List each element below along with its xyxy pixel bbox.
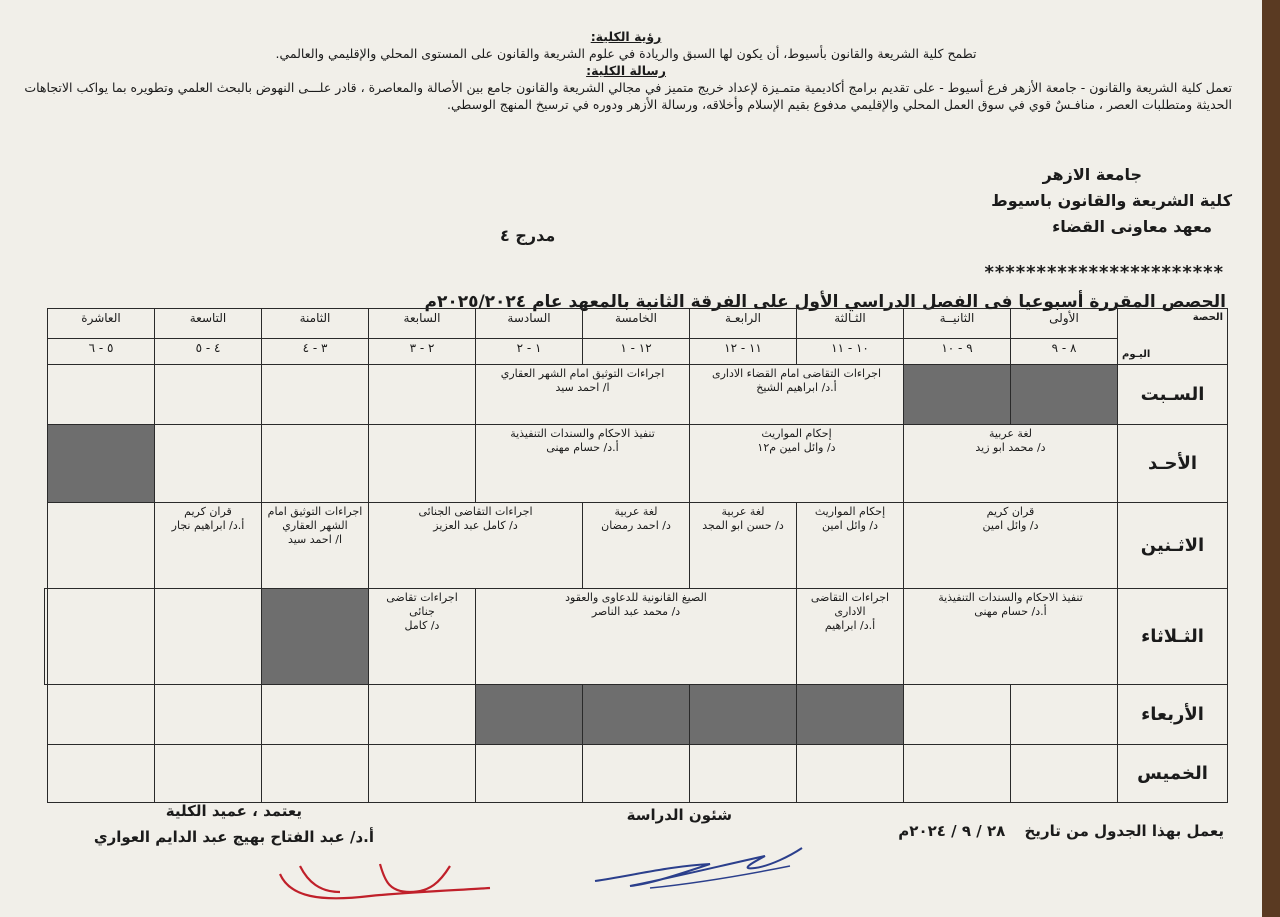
empty-slot xyxy=(262,685,369,745)
empty-slot xyxy=(369,365,476,425)
faculty-name: كلية الشريعة والقانون باسيوط xyxy=(991,191,1232,210)
university-name: جامعة الازهر xyxy=(1042,165,1142,184)
effective-label: يعمل بهذا الجدول من تاريخ xyxy=(1024,822,1224,840)
course-slot xyxy=(262,503,369,589)
course-slot xyxy=(797,503,904,589)
period-name: السادسة xyxy=(476,309,583,339)
course-slot xyxy=(476,589,797,685)
teacher-name: د/ وائل امين xyxy=(982,519,1039,532)
period-time: ٢ - ٣ xyxy=(369,339,476,365)
empty-slot xyxy=(48,745,155,803)
mission-text: تعمل كلية الشريعة والقانون - جامعة الأزهر فرع أسيوط - على تقديم برامج أكاديمية متمـيزة لإعداد خريج متميز في مجالي الشريعة والقانون جامع بين الأصالة والمعاصرة ، قادر علـــى النهوض بالبحث العلمي وتطويره بما يواكب الاتجاهات الحديثة ومتطلبات العصر ، منافـسٌ قوي في سوق العمل المحلي والإقليمي مدفوع بقيم الإسلام وأخلاقه، ورسالة الأزهر ودوره في ترسيخ المنهج الوسطي. xyxy=(24,80,1232,112)
course-name: تنفيذ الاحكام والسندات التنفيذية xyxy=(510,427,655,440)
vision-title: رؤية الكلية: xyxy=(590,29,662,44)
day-label: الخميس xyxy=(1118,745,1228,803)
course-slot xyxy=(690,365,904,425)
course-name: اجراءات التوثيق امام الشهر العقاري xyxy=(500,367,665,380)
course-slot xyxy=(797,589,904,685)
teacher-name: أ.د/ حسام مهنى xyxy=(974,605,1047,618)
course-slot xyxy=(690,425,904,503)
teacher-name: أ.د/ ابراهيم الشيخ xyxy=(756,381,837,394)
empty-slot xyxy=(48,365,155,425)
day-label: الأربعاء xyxy=(1118,685,1228,745)
day-row-monday xyxy=(45,503,1228,589)
empty-slot xyxy=(262,365,369,425)
course-slot xyxy=(904,425,1118,503)
course-slot xyxy=(904,503,1118,589)
course-name: لغة عربية xyxy=(721,505,765,518)
empty-slot xyxy=(262,425,369,503)
schedule-title: الحصص المقررة أسبوعيا فى الفصل الدراسي الأول على الفرقة الثانية بالمعهد عام ٢٠٢٥/٢٠٢٤م xyxy=(424,292,1226,312)
teacher-name: أ.د/ ابراهيم نجار xyxy=(171,519,245,532)
empty-slot xyxy=(1011,685,1118,745)
empty-slot xyxy=(369,425,476,503)
empty-slot xyxy=(904,685,1011,745)
day-row-sunday xyxy=(45,425,1228,503)
empty-slot-shaded xyxy=(583,685,690,745)
empty-slot-shaded xyxy=(690,685,797,745)
course-slot xyxy=(476,365,690,425)
teacher-name: د/ محمد ابو زيد xyxy=(975,441,1046,454)
corner-cell xyxy=(1118,309,1228,365)
period-header-row xyxy=(45,309,1228,339)
empty-slot xyxy=(155,365,262,425)
teacher-name: أ.د/ ابراهيم xyxy=(824,619,876,632)
teacher-name: د/ كامل عبد العزيز xyxy=(433,519,518,532)
course-slot xyxy=(583,503,690,589)
course-name: قران كريم xyxy=(184,505,232,518)
dean-signature-icon xyxy=(260,852,500,912)
period-name: الخامسة xyxy=(583,309,690,339)
teacher-name: د/ احمد رمضان xyxy=(601,519,671,532)
empty-slot-shaded xyxy=(476,685,583,745)
course-name: لغة عربية xyxy=(989,427,1032,440)
course-name: تنفيذ الاحكام والسندات التنفيذية xyxy=(938,591,1083,604)
day-label: السـبت xyxy=(1118,365,1228,425)
period-name: العاشرة xyxy=(48,309,155,339)
affairs-signature-icon xyxy=(590,826,810,896)
empty-slot-shaded xyxy=(797,685,904,745)
teacher-name: ا/ احمد سيد xyxy=(555,381,610,394)
stars-divider: *********************** xyxy=(984,262,1224,283)
empty-slot xyxy=(690,745,797,803)
course-name: اجراءات تقاضى جنائى xyxy=(386,591,458,618)
period-time: ١٢ - ١ xyxy=(583,339,690,365)
day-row-saturday xyxy=(45,365,1228,425)
empty-slot xyxy=(48,685,155,745)
empty-slot xyxy=(583,745,690,803)
day-label: الاثـنين xyxy=(1118,503,1228,589)
timetable xyxy=(44,308,1228,803)
empty-slot-shaded xyxy=(1011,365,1118,425)
course-name: لغة عربية xyxy=(614,505,658,518)
day-row-thursday xyxy=(45,745,1228,803)
course-slot xyxy=(904,589,1118,685)
effective-date-line xyxy=(898,822,1224,840)
effective-date: ٢٨ / ٩ / ٢٠٢٤م xyxy=(898,822,1006,840)
academic-affairs-label: شئون الدراسة xyxy=(626,806,732,824)
empty-slot xyxy=(476,745,583,803)
period-name: الثـالثة xyxy=(797,309,904,339)
teacher-name: أ.د/ حسام مهنى xyxy=(546,441,619,454)
college-vision-mission xyxy=(20,28,1232,113)
corner-period-label: الحصة xyxy=(1192,312,1223,323)
dean-name: أ.د/ عبد الفتاح بهيج عبد الدايم العواري xyxy=(93,828,374,846)
period-time: ٥ - ٦ xyxy=(48,339,155,365)
corner-day-label: اليـوم xyxy=(1122,349,1151,360)
teacher-name: د/ وائل امين م١٢ xyxy=(757,441,836,454)
course-name: اجراءات التقاضى الجنائى xyxy=(418,505,533,518)
empty-slot xyxy=(155,685,262,745)
period-time: ٩ - ١٠ xyxy=(904,339,1011,365)
teacher-name: د/ محمد عبد الناصر xyxy=(591,605,681,618)
course-slot xyxy=(476,425,690,503)
period-name: التاسعة xyxy=(155,309,262,339)
empty-slot xyxy=(48,589,155,685)
period-time: ١١ - ١٢ xyxy=(690,339,797,365)
course-slot xyxy=(369,503,583,589)
course-name: إحكام المواريث xyxy=(814,505,886,518)
period-time: ٨ - ٩ xyxy=(1011,339,1118,365)
day-row-tuesday xyxy=(45,589,1228,685)
period-time-row xyxy=(45,339,1228,365)
empty-slot xyxy=(48,503,155,589)
teacher-name: د/ حسن ابو المجد xyxy=(702,519,784,532)
course-name: اجراءات التقاضى امام القضاء الادارى xyxy=(711,367,882,380)
document-footer xyxy=(20,802,1232,916)
empty-slot xyxy=(155,425,262,503)
period-name: الثامنة xyxy=(262,309,369,339)
empty-slot-shaded xyxy=(48,425,155,503)
empty-slot xyxy=(155,589,262,685)
mission-title: رسالة الكلية: xyxy=(586,63,666,78)
empty-slot-shaded xyxy=(904,365,1011,425)
approve-label: يعتمد ، عميد الكلية xyxy=(165,802,303,820)
empty-slot xyxy=(262,745,369,803)
course-name: اجراءات التوثيق امام الشهر العقاري xyxy=(267,505,363,532)
teacher-name: د/ وائل امين xyxy=(822,519,878,532)
course-slot xyxy=(369,589,476,685)
teacher-name: د/ كامل xyxy=(404,619,440,632)
empty-slot xyxy=(369,685,476,745)
day-row-wednesday xyxy=(45,685,1228,745)
period-name: السابعة xyxy=(369,309,476,339)
course-slot xyxy=(690,503,797,589)
empty-slot xyxy=(369,745,476,803)
period-time: ١ - ٢ xyxy=(476,339,583,365)
course-name: الصيغ القانونية للدعاوى والعقود xyxy=(565,591,707,604)
period-time: ٣ - ٤ xyxy=(262,339,369,365)
hall-label: مدرج ٤ xyxy=(500,226,556,245)
institution-block xyxy=(991,162,1232,240)
day-label: الثـلاثاء xyxy=(1118,589,1228,685)
day-label: الأحـد xyxy=(1118,425,1228,503)
course-name: قران كريم xyxy=(986,505,1035,518)
vision-text: تطمح كلية الشريعة والقانون بأسيوط، أن يكون لها السبق والريادة في علوم الشريعة والقانون على المستوى المحلي والإقليمي والعالمي. xyxy=(275,46,977,61)
teacher-name: ا/ احمد سيد xyxy=(287,533,343,546)
course-name: إحكام المواريث xyxy=(761,427,832,440)
period-name: الرابعـة xyxy=(690,309,797,339)
period-time: ٤ - ٥ xyxy=(155,339,262,365)
course-slot xyxy=(155,503,262,589)
institute-name: معهد معاونى القضاء xyxy=(1052,217,1212,236)
course-name: اجراءات التقاضى الادارى xyxy=(810,591,890,618)
dean-approval xyxy=(94,798,374,850)
empty-slot-shaded xyxy=(262,589,369,685)
empty-slot xyxy=(1011,745,1118,803)
empty-slot xyxy=(155,745,262,803)
empty-slot xyxy=(904,745,1011,803)
period-time: ١٠ - ١١ xyxy=(797,339,904,365)
period-name: الأولى xyxy=(1011,309,1118,339)
empty-slot xyxy=(797,745,904,803)
period-name: الثانيــة xyxy=(904,309,1011,339)
empty-slot xyxy=(45,589,48,685)
